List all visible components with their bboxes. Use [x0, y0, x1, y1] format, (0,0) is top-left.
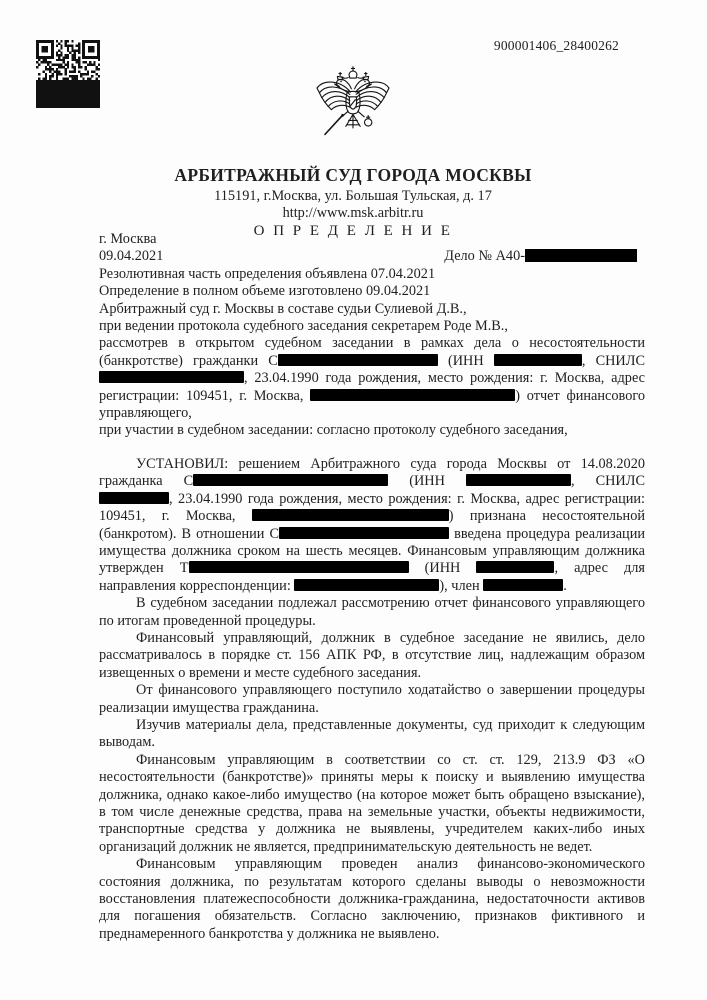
redaction-bar	[494, 354, 582, 366]
paragraph: Изучив материалы дела, представленные документы, суд приходит к следующим выводам.	[99, 716, 645, 751]
court-name: АРБИТРАЖНЫЙ СУД ГОРОДА МОСКВЫ	[174, 164, 532, 185]
decision-date: 09.04.2021	[99, 248, 164, 265]
document-body	[99, 231, 645, 943]
paragraph: Арбитражный суд г. Москвы в составе судьи Сулиевой Д.В.,	[99, 300, 467, 317]
redaction-bar	[310, 389, 515, 401]
paragraph: УСТАНОВИЛ: решением Арбитражного суда города Москвы от 14.08.2020 гражданка С (ИНН , СНИЛС , 23.04.1990 года рождения, место рождения: г. Москва, адрес регистрации: 109451, г. Москва, ) признана несостоятельной (банкротом). В отношении С введена процедура реализации имущества должника сроком на шесть месяцев. Финансовым управляющим должника утвержден Т (ИНН , адрес для направления корреспонденции: ), член .	[99, 455, 646, 594]
redaction-bar	[99, 492, 169, 504]
redaction-bar	[476, 561, 554, 573]
redaction-bar	[294, 579, 439, 591]
case-number	[444, 248, 637, 265]
redaction-bar	[279, 527, 449, 539]
document-barcode-id: 900001406_28400262	[493, 38, 619, 53]
case-number-label: Дело № А40-	[444, 248, 525, 265]
case-number-redaction-bar	[525, 249, 637, 262]
court-address: 115191, г.Москва, ул. Большая Тульская, д. 17	[214, 187, 492, 204]
paragraph: Резолютивная часть определения объявлена 07.04.2021	[99, 265, 436, 282]
paragraph: при ведении протокола судебного заседания секретарем Роде М.В.,	[99, 318, 508, 335]
paragraph: В судебном заседании подлежал рассмотрению отчет финансового управляющего по итогам проведенной процедуры.	[99, 595, 645, 629]
redaction-bar	[466, 474, 571, 486]
paragraph: при участии в судебном заседании: согласно протоколу судебного заседания,	[99, 422, 568, 439]
redaction-bar	[193, 474, 388, 486]
redaction-bar	[278, 354, 438, 366]
paragraph: Финансовым управляющим в соответствии со ст. ст. 129, 213.9 ФЗ «О несостоятельности (банкротстве)» приняты меры к поиску и выявлению имущества должника, однако какое-либо имущество (на которое может быть обращено взыскание), в том числе денежные средства, права на земельные участки, объекты недвижимости, транспортные средства у должника не выявлены, учредителем каких-либо иных организаций должник не является, предпринимательскую деятельность не ведет.	[99, 751, 645, 855]
redaction-bar	[483, 579, 563, 591]
document-type-title: О П Р Е Д Е Л Е Н И Е	[253, 222, 453, 239]
paragraph: От финансового управляющего поступило ходатайство о завершении процедуры реализации имущества гражданина.	[99, 682, 645, 716]
paragraph: Финансовый управляющий, должник в судебное заседание не явились, дело рассматривалось в порядке ст. 156 АПК РФ, в отсутствие лиц, надлежащим образом извещенных о времени и месте судебного заседания.	[99, 629, 645, 681]
paragraph: Определение в полном объеме изготовлено 09.04.2021	[99, 283, 431, 300]
paragraph: Финансовым управляющим проведен анализ финансово-экономического состояния должника, по результатам которого сделаны выводы о невозможности восстановления платежеспособности должника-гражданина, недостаточности активов для погашения обязательств. Согласно заключению, признаков фиктивного и преднамеренного банкротства у должника не выявлено.	[99, 856, 645, 942]
redaction-bar	[99, 371, 244, 383]
russia-coat-of-arms-emblem	[313, 64, 393, 154]
document-header	[63, 64, 643, 240]
date-case-line	[99, 248, 645, 265]
redaction-bar	[252, 509, 449, 521]
paragraphs-container	[99, 266, 645, 943]
court-website: http://www.msk.arbitr.ru	[282, 204, 424, 221]
redaction-bar	[189, 561, 409, 573]
city-line: г. Москва	[99, 231, 157, 247]
paragraph: рассмотрев в открытом судебном заседании в рамках дела о несостоятельности (банкротстве) гражданки С (ИНН , СНИЛС , 23.04.1990 года рождения, место рождения: г. Москва, адрес регистрации: 109451, г. Москва, ) отчет финансового управляющего,	[99, 335, 646, 422]
